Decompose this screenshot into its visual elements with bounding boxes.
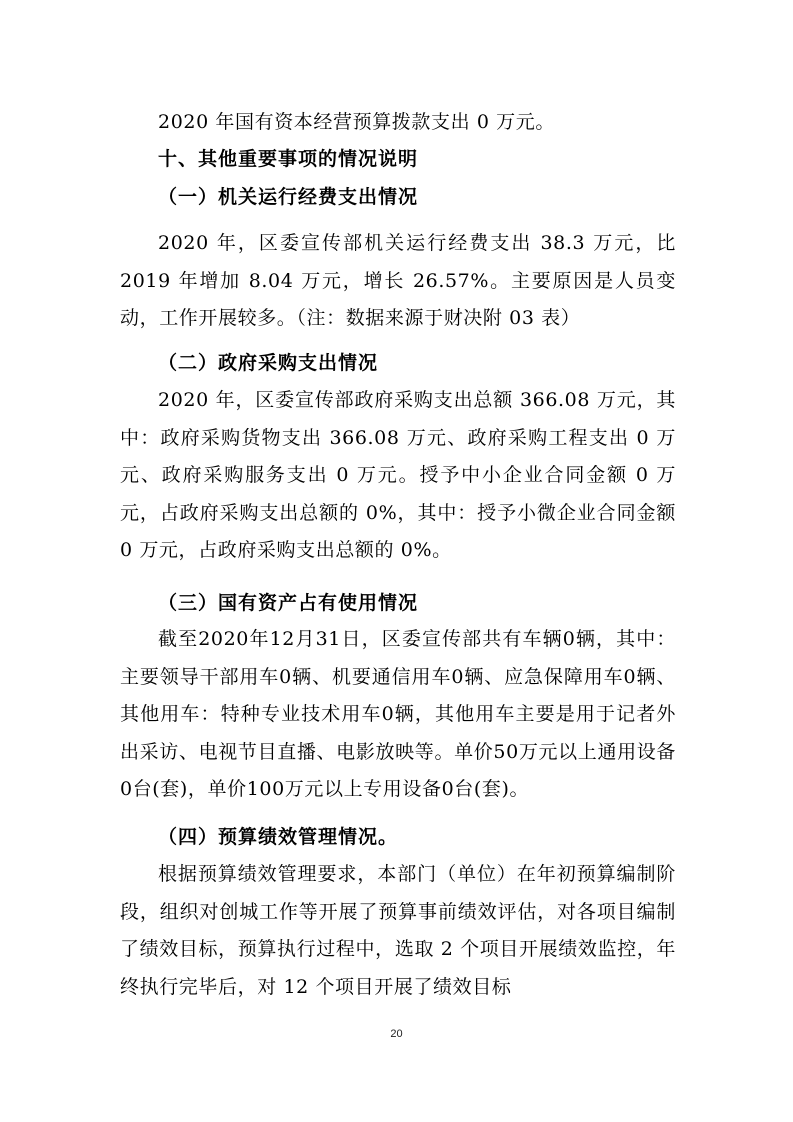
page-number: 20 (390, 1028, 403, 1040)
paragraph-government-procurement: 2020 年，区委宣传部政府采购支出总额 366.08 万元，其中：政府采购货物支出 366.08 万元、政府采购工程支出 0 万元、政府采购服务支出 0 万元。授予中小企业合同金额 0 万元，占政府采购支出总额的 0%，其中：授予小微企业合同金额 0 万元，占政府采购支出总额的 0%。 (120, 389, 676, 561)
paragraph-operating-expenses: 2020 年，区委宣传部机关运行经费支出 38.3 万元，比 2019 年增加 8.04 万元，增长 26.57%。主要原因是人员变动，工作开展较多。（注：数据来源于财决附 03 表） (120, 232, 676, 329)
subsection-heading-operating-expenses: （一）机关运行经费支出情况 (158, 186, 419, 208)
section-heading-other-matters: 十、其他重要事项的情况说明 (158, 148, 419, 170)
paragraph-capital-budget: 2020 年国有资本经营预算拨款支出 0 万元。 (158, 111, 555, 133)
subsection-heading-state-assets: （三）国有资产占有使用情况 (158, 592, 419, 614)
paragraph-state-assets: 截至2020年12月31日，区委宣传部共有车辆0辆，其中：主要领导干部用车0辆、机要通信用车0辆、应急保障用车0辆、其他用车：特种专业技术用车0辆，其他用车主要是用于记者外出采访、电视节目直播、电影放映等。单价50万元以上通用设备0台(套)，单价100万元以上专用设备0台(套)。 (120, 628, 676, 800)
subsection-heading-performance-management: （四）预算绩效管理情况。 (158, 826, 399, 848)
subsection-heading-government-procurement: （二）政府采购支出情况 (158, 352, 379, 374)
paragraph-performance-management: 根据预算绩效管理要求，本部门（单位）在年初预算编制阶段，组织对创城工作等开展了预算事前绩效评估，对各项目编制了绩效目标，预算执行过程中，选取 2 个项目开展绩效监控，年终执行完毕后，对 12 个项目开展了绩效目标 (120, 863, 676, 998)
